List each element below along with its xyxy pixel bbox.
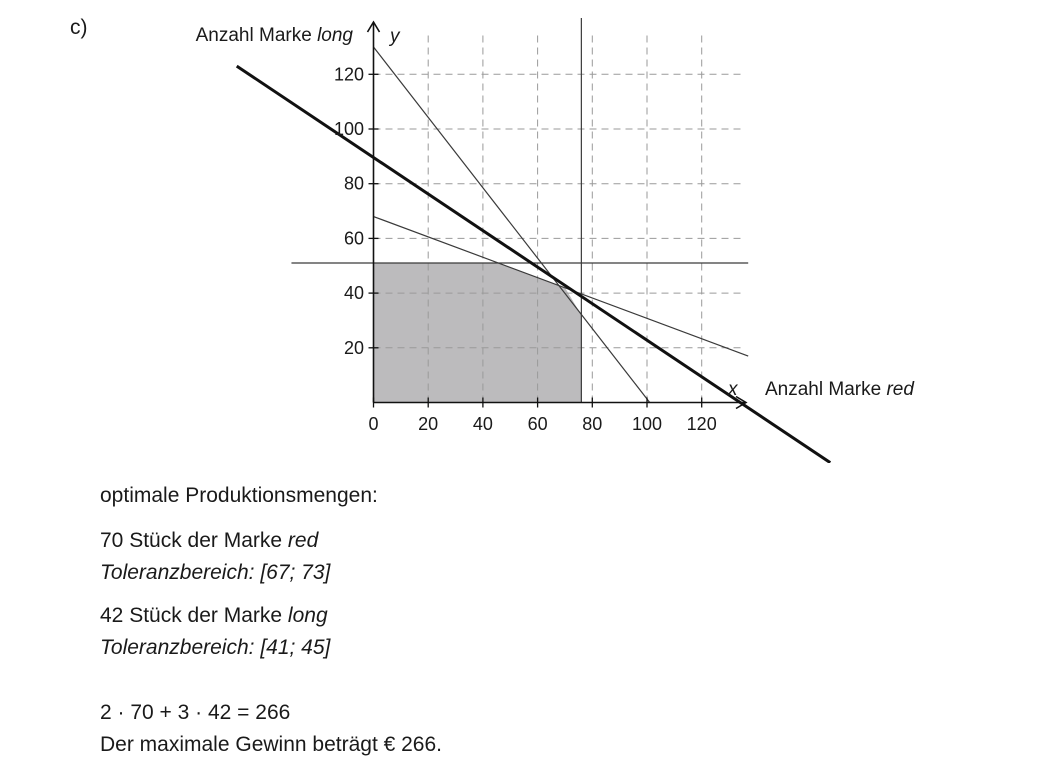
x-axis-title: Anzahl Marke red bbox=[765, 379, 914, 400]
red-tolerance: Toleranzbereich: [67; 73] bbox=[100, 561, 331, 584]
x-tick-label-120: 120 bbox=[686, 414, 717, 434]
y-axis-symbol: y bbox=[390, 26, 400, 47]
long-tolerance: Toleranzbereich: [41; 45] bbox=[100, 636, 331, 659]
x-tick-label-60: 60 bbox=[527, 414, 548, 434]
long-result-block bbox=[100, 600, 442, 664]
feasible-region-layer bbox=[374, 263, 582, 402]
x-axis-symbol: x bbox=[728, 379, 738, 400]
y-tick-label-40: 40 bbox=[343, 283, 364, 304]
x-tick-label-100: 100 bbox=[631, 414, 663, 434]
red-result-block bbox=[100, 525, 442, 589]
y-axis-title: Anzahl Marke long bbox=[195, 25, 353, 46]
x-tick-label-40: 40 bbox=[472, 414, 493, 434]
x-tick-label-80: 80 bbox=[582, 414, 603, 434]
red-result: 70 Stück der Marke red bbox=[100, 529, 319, 552]
part-label: c) bbox=[70, 16, 88, 39]
x-tick-label-20: 20 bbox=[418, 414, 439, 434]
answer-heading: optimale Produktionsmengen: bbox=[100, 484, 378, 507]
y-tick-label-100: 100 bbox=[333, 119, 364, 139]
long-result: 42 Stück der Marke long bbox=[100, 604, 328, 627]
profit-calculation: 2 · 70 + 3 · 42 = 266 bbox=[100, 701, 291, 724]
answer-section bbox=[100, 480, 442, 761]
y-tick-label-20: 20 bbox=[343, 337, 364, 358]
x-tick-label-0: 0 bbox=[368, 414, 379, 434]
feasible-region bbox=[374, 263, 582, 402]
profit-conclusion: Der maximale Gewinn beträgt € 266. bbox=[100, 733, 442, 756]
y-tick-label-80: 80 bbox=[343, 173, 364, 194]
y-tick-label-60: 60 bbox=[343, 228, 364, 249]
y-tick-label-120: 120 bbox=[333, 64, 364, 85]
